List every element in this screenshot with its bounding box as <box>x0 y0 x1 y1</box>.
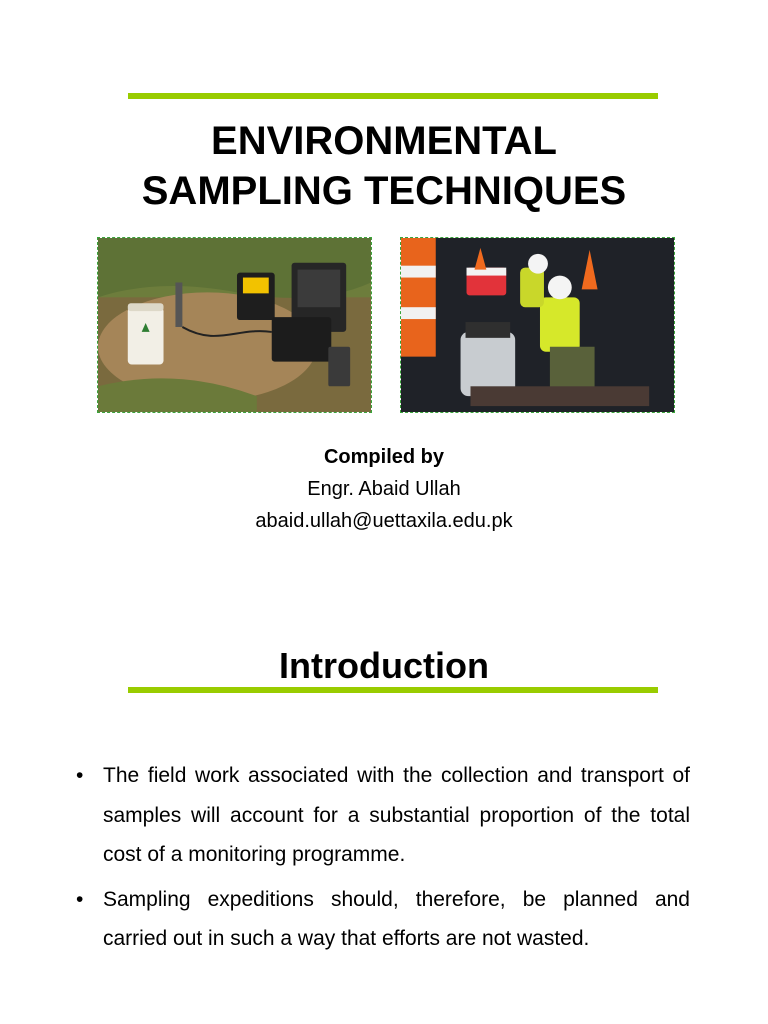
bullet-text: The field work associated with the collection and transport of samples will account for a substantial proportion of the total cost of a monitoring programme. <box>103 764 690 866</box>
top-accent-rule <box>128 93 658 99</box>
list-item <box>76 756 690 875</box>
intro-heading: Introduction <box>279 645 489 686</box>
document-title <box>0 116 768 216</box>
title-line-2: SAMPLING TECHNIQUES <box>141 169 627 213</box>
bullet-icon: • <box>76 887 84 911</box>
author-name: Engr. Abaid Ullah <box>307 478 461 500</box>
list-item <box>76 880 690 959</box>
bullet-icon: • <box>76 764 84 787</box>
title-line-1: ENVIRONMENTAL <box>211 119 557 163</box>
water-sampling-photo <box>400 237 675 413</box>
author-email: abaid.ullah@uettaxila.edu.pk <box>255 510 513 532</box>
soil-sampling-photo <box>97 237 372 413</box>
bullet-text: Sampling expeditions should, therefore, be planned and carried out in such a way that efforts are not wasted. <box>103 887 690 950</box>
intro-bullet-list <box>76 756 690 964</box>
credits-block <box>0 441 768 537</box>
intro-accent-rule <box>128 687 658 693</box>
compiled-by-label: Compiled by <box>323 446 444 468</box>
